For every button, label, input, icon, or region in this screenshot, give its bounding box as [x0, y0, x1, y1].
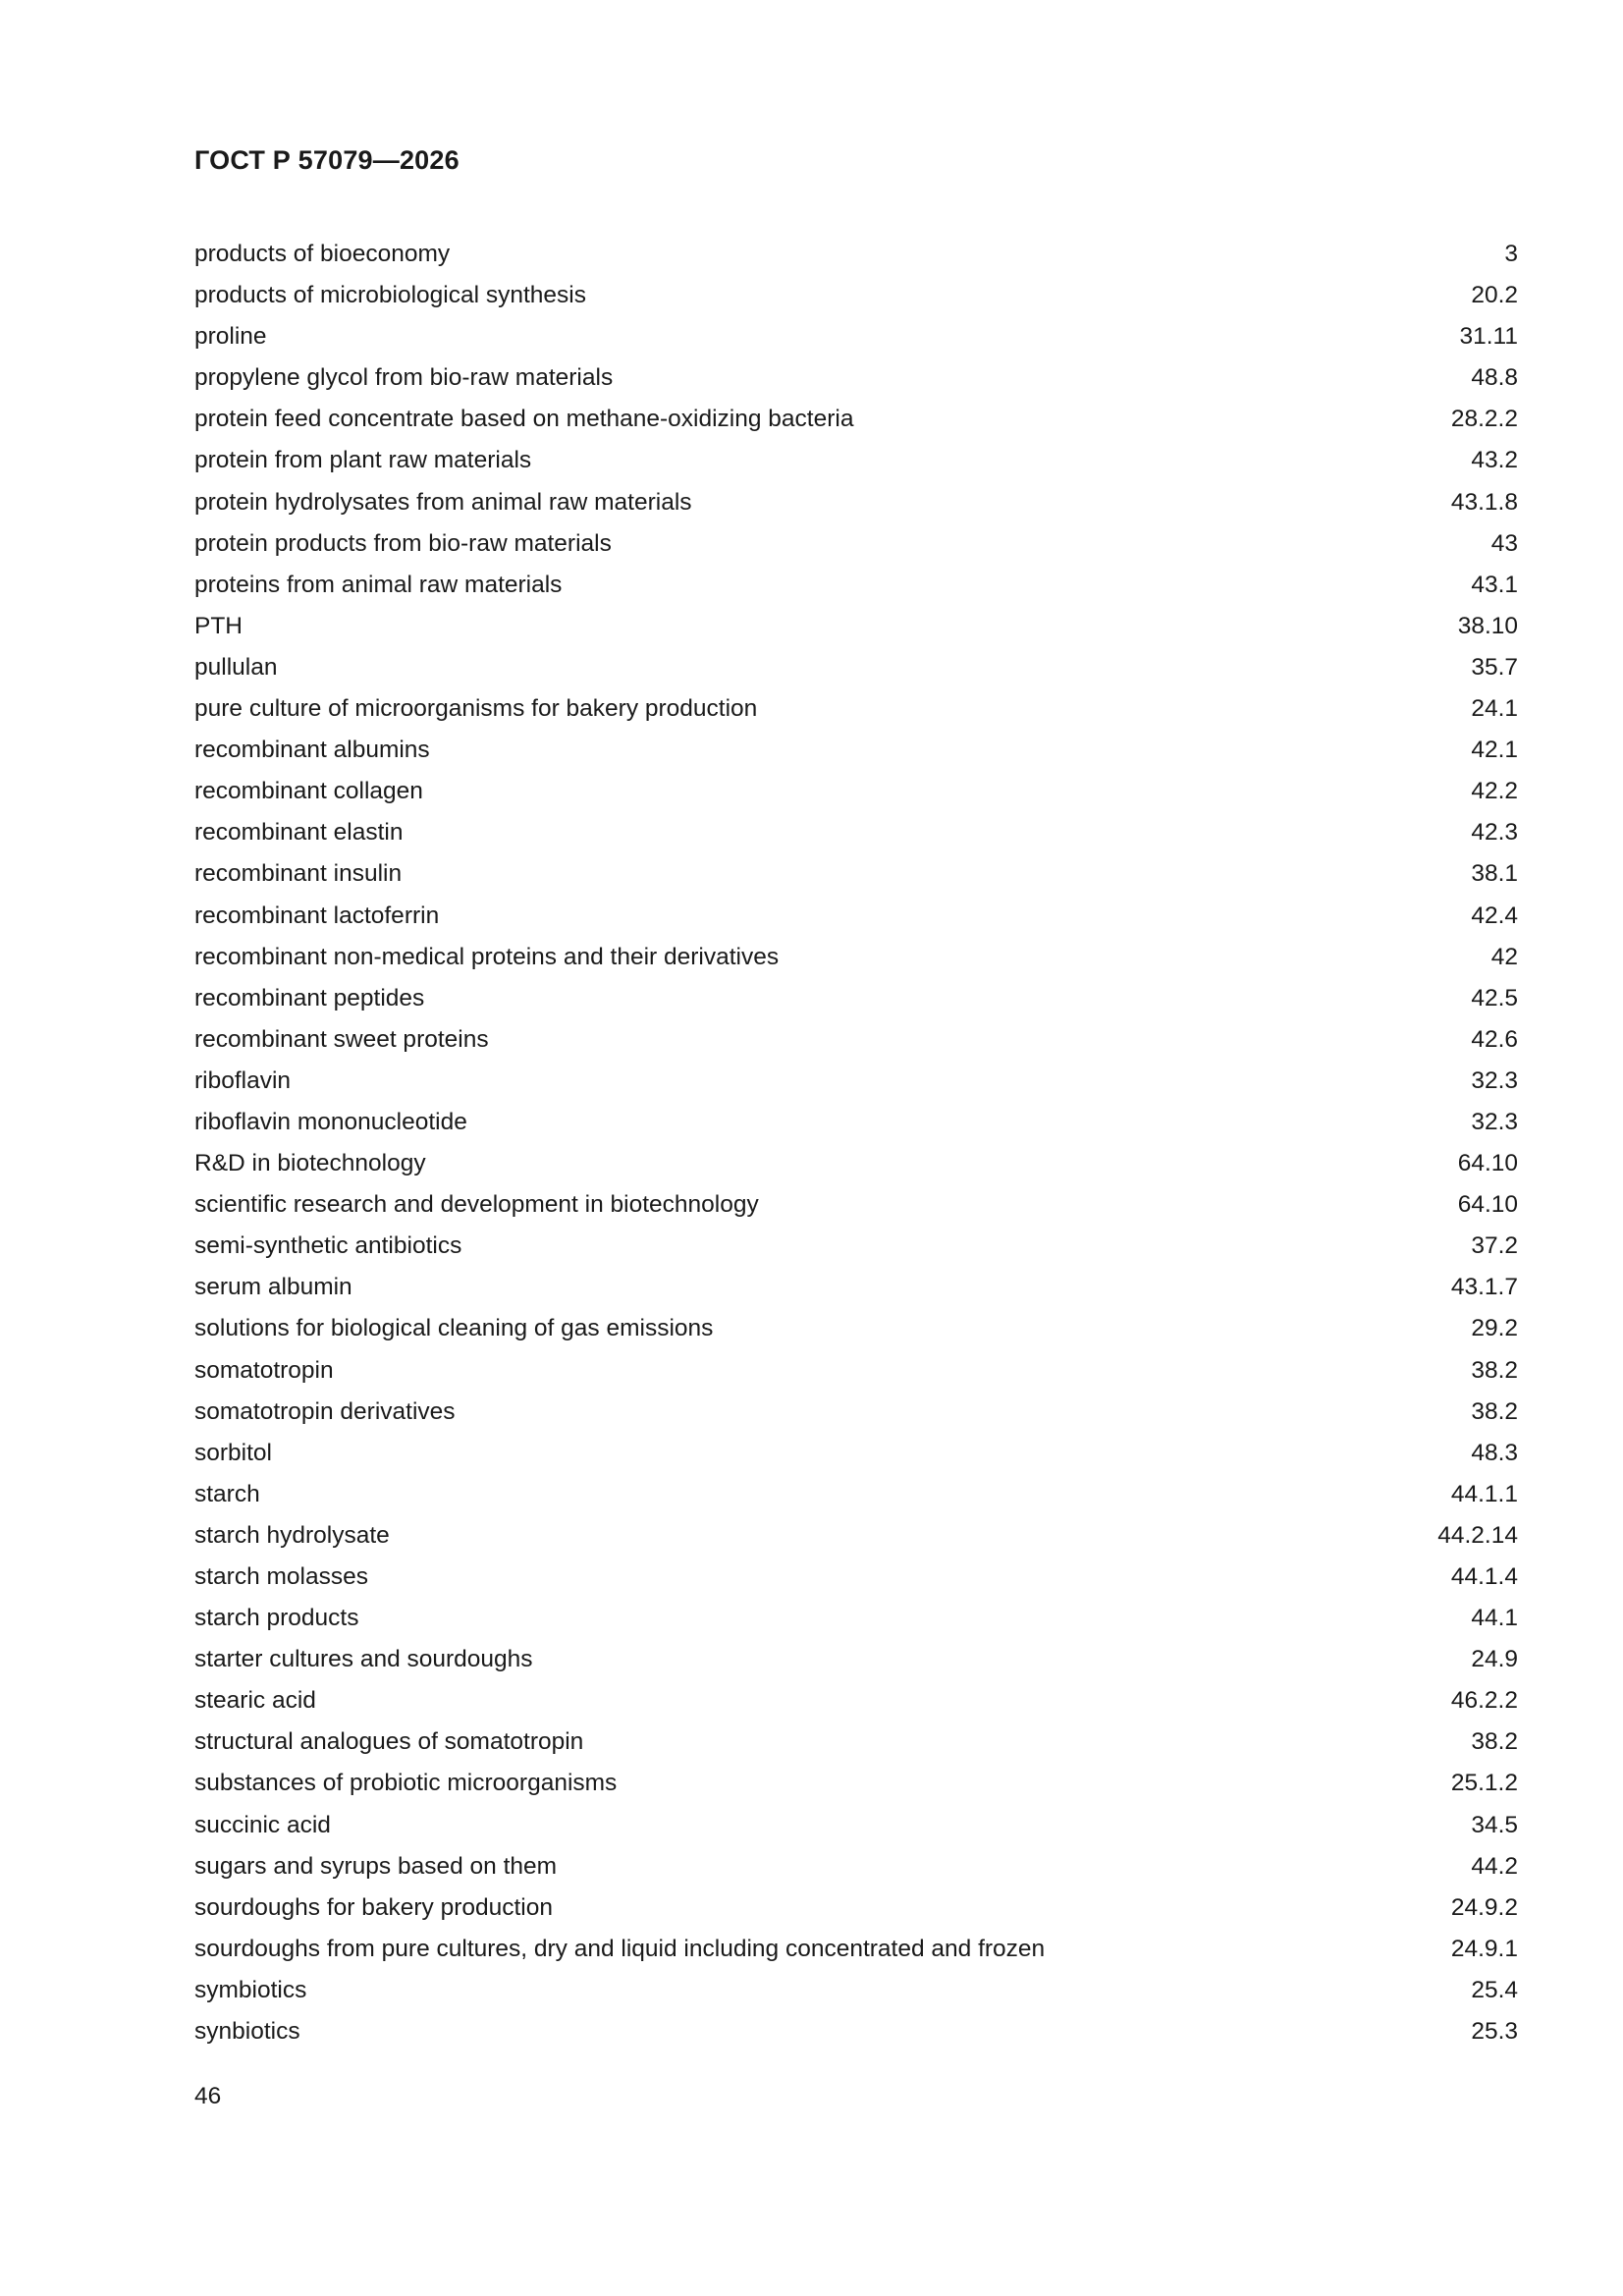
index-term: sorbitol	[194, 1439, 272, 1466]
index-entry	[194, 234, 1518, 275]
index-entry	[194, 1598, 1518, 1639]
index-section-ref: 3	[1504, 241, 1518, 267]
index-term: products of bioeconomy	[194, 241, 451, 267]
index-term: sourdoughs from pure cultures, dry and liquid including concentrated and frozen	[194, 1935, 1046, 1962]
document-header: ГОСТ Р 57079—2026	[194, 145, 460, 175]
index-entry	[194, 1350, 1518, 1392]
index-entry	[194, 937, 1518, 978]
index-entry	[194, 1474, 1518, 1515]
index-section-ref: 42.6	[1471, 1025, 1518, 1053]
index-term: serum albumin	[194, 1274, 352, 1301]
index-term: somatotropin	[194, 1356, 334, 1384]
index-section-ref: 42.4	[1471, 902, 1518, 929]
index-entry	[194, 1515, 1518, 1557]
index-term: riboflavin	[194, 1066, 292, 1094]
index-section-ref: 43	[1490, 529, 1518, 557]
index-entry	[194, 399, 1518, 440]
index-entry	[194, 440, 1518, 481]
index-section-ref: 44.1.1	[1450, 1480, 1518, 1507]
index-term: starch hydrolysate	[194, 1521, 390, 1549]
index-term: riboflavin mononucleotide	[194, 1108, 467, 1135]
index-term: protein from plant raw materials	[194, 447, 532, 474]
index-term: recombinant non-medical proteins and their derivatives	[194, 943, 780, 970]
index-section-ref: 38.2	[1471, 1356, 1518, 1384]
index-entry	[194, 1763, 1518, 1804]
index-entry	[194, 1805, 1518, 1846]
index-section-ref: 42	[1490, 943, 1518, 970]
index-section-ref: 38.2	[1471, 1728, 1518, 1756]
index-term: protein feed concentrate based on methane-oxidizing bacteria	[194, 406, 854, 433]
index-entry	[194, 1433, 1518, 1474]
index-section-ref: 42.5	[1471, 984, 1518, 1011]
page-number: 46	[194, 2083, 222, 2109]
index-section-ref: 24.9.1	[1450, 1935, 1518, 1962]
index-section-ref: 44.2.14	[1437, 1521, 1518, 1549]
index-section-ref: 31.11	[1459, 323, 1518, 351]
index-term: R&D in biotechnology	[194, 1150, 426, 1177]
index-entry	[194, 812, 1518, 853]
index-term: recombinant lactoferrin	[194, 902, 440, 929]
index-entry	[194, 523, 1518, 565]
index-section-ref: 44.2	[1471, 1852, 1518, 1880]
index-section-ref: 48.8	[1471, 364, 1518, 392]
index-term: products of microbiological synthesis	[194, 282, 586, 309]
index-term: starter cultures and sourdoughs	[194, 1646, 533, 1673]
index-term: structural analogues of somatotropin	[194, 1728, 584, 1756]
index-entry	[194, 896, 1518, 937]
index-section-ref: 46.2.2	[1450, 1687, 1518, 1715]
index-entry	[194, 357, 1518, 399]
index-section-ref: 35.7	[1471, 653, 1518, 681]
index-section-ref: 43.2	[1471, 447, 1518, 474]
index-entry	[194, 606, 1518, 647]
index-term: recombinant sweet proteins	[194, 1025, 489, 1053]
index-entry	[194, 1019, 1518, 1061]
index-entry	[194, 978, 1518, 1019]
index-section-ref: 44.1	[1471, 1605, 1518, 1632]
index-term: starch products	[194, 1605, 359, 1632]
index-section-ref: 25.4	[1471, 1976, 1518, 2003]
index-term: protein hydrolysates from animal raw materials	[194, 488, 692, 516]
index-section-ref: 38.10	[1457, 612, 1518, 639]
index-section-ref: 25.1.2	[1450, 1770, 1518, 1797]
index-term: succinic acid	[194, 1811, 331, 1838]
index-entry	[194, 1846, 1518, 1887]
index-entry	[194, 1680, 1518, 1722]
index-section-ref: 48.3	[1471, 1439, 1518, 1466]
index-section-ref: 38.2	[1471, 1397, 1518, 1425]
index-section-ref: 43.1.7	[1450, 1274, 1518, 1301]
index-term: recombinant peptides	[194, 984, 425, 1011]
index-entry	[194, 771, 1518, 812]
index-section-ref: 24.1	[1471, 695, 1518, 723]
index-section-ref: 43.1.8	[1450, 488, 1518, 516]
index-entry	[194, 1392, 1518, 1433]
index-entry	[194, 482, 1518, 523]
index-entry	[194, 730, 1518, 771]
index-term: sourdoughs for bakery production	[194, 1893, 553, 1921]
index-term: protein products from bio-raw materials	[194, 529, 612, 557]
index-entry	[194, 1722, 1518, 1763]
index-section-ref: 34.5	[1471, 1811, 1518, 1838]
index-entry	[194, 316, 1518, 357]
index-section-ref: 43.1	[1471, 571, 1518, 598]
index-term: pullulan	[194, 653, 278, 681]
index-entry	[194, 1267, 1518, 1308]
index-entry	[194, 853, 1518, 895]
index-entry	[194, 1061, 1518, 1102]
index-section-ref: 24.9.2	[1450, 1893, 1518, 1921]
index-term: synbiotics	[194, 2018, 300, 2046]
index-term: recombinant albumins	[194, 737, 430, 764]
index-entry	[194, 1970, 1518, 2011]
index-term: substances of probiotic microorganisms	[194, 1770, 618, 1797]
index-section-ref: 25.3	[1471, 2018, 1518, 2046]
alphabetical-index	[194, 234, 1518, 2052]
index-term: pure culture of microorganisms for bakery production	[194, 695, 758, 723]
index-section-ref: 44.1.4	[1450, 1563, 1518, 1590]
index-entry	[194, 1887, 1518, 1929]
index-section-ref: 29.2	[1471, 1315, 1518, 1342]
index-section-ref: 32.3	[1471, 1066, 1518, 1094]
index-term: starch molasses	[194, 1563, 369, 1590]
index-term: starch	[194, 1480, 260, 1507]
index-entry	[194, 1929, 1518, 1970]
index-entry	[194, 1557, 1518, 1598]
index-term: propylene glycol from bio-raw materials	[194, 364, 614, 392]
index-entry	[194, 275, 1518, 316]
index-section-ref: 38.1	[1471, 860, 1518, 888]
index-term: scientific research and development in biotechnology	[194, 1191, 759, 1219]
index-entry	[194, 1308, 1518, 1349]
index-entry	[194, 2011, 1518, 2052]
index-term: solutions for biological cleaning of gas emissions	[194, 1315, 714, 1342]
index-entry	[194, 647, 1518, 688]
index-entry	[194, 1102, 1518, 1143]
index-section-ref: 42.1	[1471, 737, 1518, 764]
index-section-ref: 32.3	[1471, 1108, 1518, 1135]
index-term: stearic acid	[194, 1687, 316, 1715]
index-term: sugars and syrups based on them	[194, 1852, 558, 1880]
index-section-ref: 20.2	[1471, 282, 1518, 309]
index-entry	[194, 688, 1518, 730]
index-section-ref: 64.10	[1457, 1191, 1518, 1219]
index-entry	[194, 565, 1518, 606]
index-section-ref: 24.9	[1471, 1646, 1518, 1673]
index-term: symbiotics	[194, 1976, 307, 2003]
index-section-ref: 42.3	[1471, 819, 1518, 847]
index-section-ref: 64.10	[1457, 1150, 1518, 1177]
index-section-ref: 42.2	[1471, 778, 1518, 805]
index-term: recombinant insulin	[194, 860, 403, 888]
index-term: proteins from animal raw materials	[194, 571, 563, 598]
index-term: recombinant elastin	[194, 819, 404, 847]
index-term: PTH	[194, 612, 243, 639]
index-entry	[194, 1639, 1518, 1680]
index-term: recombinant collagen	[194, 778, 423, 805]
index-section-ref: 28.2.2	[1450, 406, 1518, 433]
index-entry	[194, 1184, 1518, 1226]
index-term: somatotropin derivatives	[194, 1397, 456, 1425]
index-entry	[194, 1143, 1518, 1184]
index-term: proline	[194, 323, 267, 351]
index-section-ref: 37.2	[1471, 1232, 1518, 1260]
index-term: semi-synthetic antibiotics	[194, 1232, 462, 1260]
index-entry	[194, 1226, 1518, 1267]
